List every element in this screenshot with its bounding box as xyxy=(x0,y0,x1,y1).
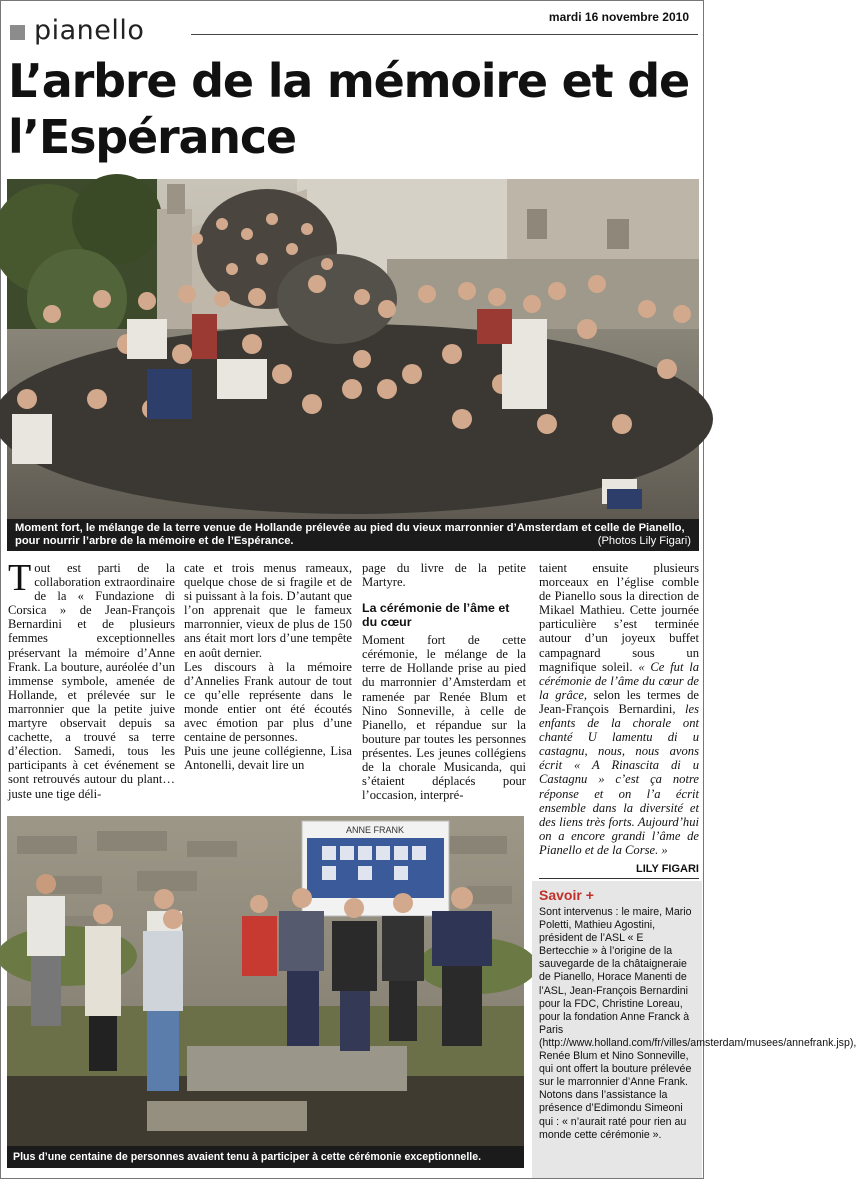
article-col3-paragraph-2: Moment fort de cette cérémonie, le mélange de la terre de Hollande prise au pied du marronnier d’Amsterdam et ramenée par Renée Blum et Nino Sonneville, à celle de Pianello, et répandue sur la bouture par toutes les personnes présentes. Les jeunes collégiens de la chorale Musicanda, qui s’étaient déplacés pour l’occasion, interpré- xyxy=(362,633,526,803)
article-col3-paragraph-1: page du livre de la petite Martyre. xyxy=(362,561,526,590)
photo1-caption-bar xyxy=(7,519,699,551)
article-col2-paragraph-1: cate et trois menus rameaux, quelque chose de si fragile et de si puissant à la fois. D’autant que l’on apprenait que le fameux marronnier, vieux de plus de 150 ans était mort lors d’une tempête en août dernier. xyxy=(184,561,352,660)
issue-date: mardi 16 novembre 2010 xyxy=(548,10,689,24)
signature-rule xyxy=(539,878,699,879)
group-photo xyxy=(7,179,699,519)
section-name: pianello xyxy=(34,15,145,46)
banner-title: ANNE FRANK xyxy=(345,825,405,835)
photo1-caption: Moment fort, le mélange de la terre venue de Hollande prélevée au pied du vieux marronnier d’Amsterdam et celle de Pianello, pour nourrir l’arbre de la mémoire et de l’Espérance. xyxy=(15,522,685,547)
article-column-1 xyxy=(8,557,175,801)
article-column-3 xyxy=(362,561,526,802)
article-col2-paragraph-3: Puis une jeune collégienne, Lisa Antonelli, devait lire un xyxy=(184,744,352,773)
article-column-4 xyxy=(539,561,699,857)
article-col4-attribution: selon les termes de Jean-François Bernardini, xyxy=(539,687,699,716)
rubric-square-icon xyxy=(10,25,25,40)
article-subhead: La cérémonie de l’âme et du cœur xyxy=(362,601,510,630)
drop-cap: T xyxy=(8,557,32,599)
savoir-plus-text: Sont intervenus : le maire, Mario Poletti, Mathieu Agostini, président de l’ASL « E Bertecchie » à l’origine de la sauvegarde de la châtaigneraie de Pianello, Horace Manenti de l’ASL, Jean-François Bernardini pour la FDC, Christine Loreau, pour la fondation Anne Franck à Paris (http://www.holland.com/fr/villes/amsterdam/musees/annefrank.jsp), Renée Blum et Nino Sonneville, qui ont offert la bouture prélevée sur le marronnier d’Anne Frank. Notons dans l’assistance la présence d’Edimondu Simeoni qui : « n’aurait raté pour rien au monde cette cérémonie ». xyxy=(539,906,856,1141)
header-rule xyxy=(191,34,698,35)
photo-credit: (Photos Lily Figari) xyxy=(597,535,691,547)
savoir-plus-title: Savoir + xyxy=(539,887,594,903)
article-col4-text: taient ensuite plusieurs morceaux en l’église comble de Pianello sous la direction de Mikael Mathieu. Cette journée particulière s’est terminée autour d’un joyeux buffet campagnard sous un magnifique soleil. xyxy=(539,561,699,674)
headline: L’arbre de la mémoire et de l’Espérance xyxy=(8,54,689,164)
author-signature: LILY FIGARI xyxy=(636,863,699,875)
article-col1-text: out est parti de la collaboration extraordinaire de la « Fundazione di Corsica » de Jean-François Bernardini et de plusieurs femmes exceptionnelles préservant la mémoire d’Anne Frank. La bouture, auréolée d’un immense symbole, amenée de Hollande, et prélevée sur le marronnier que la petite juive martyre observait depuis sa cachette, a trouvé sa terre d’élection. Samedi, tous les participants à cet événement se sont retrouvés autour du plant… juste une tige déli- xyxy=(8,561,175,801)
article-quote-2: les enfants de la chorale ont chanté U lamentu di u castagnu, nous, nous avons écrit « A Rinascita di u Castagnu » c’est ça notre réponse et on l’a écrit ensemble dans la diversité et des liens très forts. Aujourd’hui on a encore grandi l’âme de Pianello et de la Corse. » xyxy=(539,701,699,857)
photo2-caption-bar xyxy=(7,1146,524,1168)
savoir-plus-box xyxy=(532,881,856,1178)
ceremony-photo xyxy=(7,816,524,1146)
photo2-caption: Plus d’une centaine de personnes avaient tenu à participer à cette cérémonie exceptionnelle. xyxy=(13,1151,482,1163)
article-column-2 xyxy=(184,561,352,772)
article-col2-paragraph-2: Les discours à la mémoire d’Annelies Frank autour de tout ce qu’elle représente dans le monde entier ont été écoutés avec émotion par plus d’une centaine de personnes. xyxy=(184,659,352,745)
article-quote-1: « Ce fut la cérémonie de l’âme du cœur de la grâce, xyxy=(539,659,699,702)
